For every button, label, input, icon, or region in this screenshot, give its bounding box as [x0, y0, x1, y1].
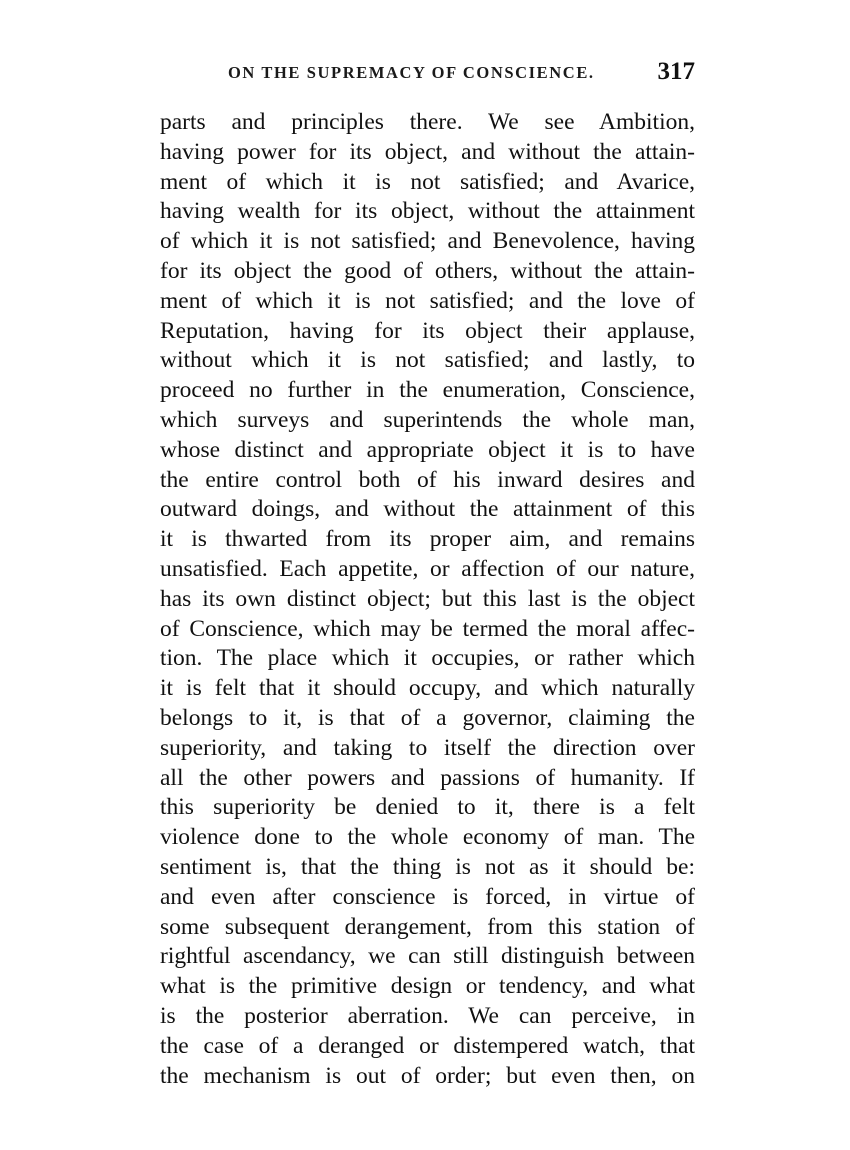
body-paragraph — [160, 108, 695, 1091]
text-line: Reputation, having for its object their applause, — [160, 317, 695, 344]
text-line: ment of which it is not satisfied; and Avarice, — [160, 168, 695, 195]
text-line: of which it is not satisfied; and Benevolence, having — [160, 228, 695, 255]
text-line: sentiment is, that the thing is not as it should be: — [160, 853, 695, 880]
text-line: parts and principles there. We see Ambition, — [160, 109, 695, 135]
text-line: without which it is not satisfied; and lastly, to — [160, 347, 695, 374]
text-line: of Conscience, which may be termed the moral affec- — [160, 615, 695, 642]
text-line: has its own distinct object; but this last is the object — [160, 585, 695, 612]
running-title: ON THE SUPREMACY OF CONSCIENCE. — [228, 63, 595, 82]
text-line: whose distinct and appropriate object it is to have — [160, 436, 695, 463]
text-line: the mechanism is out of order; but even then, on — [160, 1062, 695, 1089]
text-line: superiority, and taking to itself the direction over — [160, 734, 695, 761]
text-line: is the posterior aberration. We can perceive, in — [160, 1002, 695, 1029]
text-line: rightful ascendancy, we can still distinguish between — [160, 943, 695, 970]
running-header — [160, 58, 695, 88]
text-line: all the other powers and passions of humanity. If — [160, 764, 695, 791]
text-line: the case of a deranged or distempered watch, that — [160, 1032, 695, 1059]
text-line: it is felt that it should occupy, and which naturally — [160, 675, 695, 702]
text-line: tion. The place which it occupies, or rather which — [160, 645, 695, 672]
text-line: having wealth for its object, without the attainment — [160, 198, 695, 225]
text-line: which surveys and superintends the whole man, — [160, 406, 695, 433]
text-line: for its object the good of others, without the attain- — [160, 257, 695, 284]
text-line: this superiority be denied to it, there is a felt — [160, 794, 695, 821]
text-line: and even after conscience is forced, in virtue of — [160, 883, 695, 910]
text-line: violence done to the whole economy of man. The — [160, 824, 695, 851]
text-line: having power for its object, and without the attain- — [160, 138, 695, 165]
text-line: ment of which it is not satisfied; and the love of — [160, 287, 695, 314]
text-line: it is thwarted from its proper aim, and remains — [160, 526, 695, 553]
text-line: proceed no further in the enumeration, Conscience, — [160, 377, 695, 404]
text-line: some subsequent derangement, from this station of — [160, 913, 695, 940]
text-line: unsatisfied. Each appetite, or affection of our nature, — [160, 555, 695, 582]
text-line: what is the primitive design or tendency, and what — [160, 973, 695, 1000]
text-line: belongs to it, is that of a governor, claiming the — [160, 704, 695, 731]
page-number: 317 — [657, 58, 695, 85]
text-line: the entire control both of his inward desires and — [160, 466, 695, 493]
text-line: outward doings, and without the attainment of this — [160, 496, 695, 523]
